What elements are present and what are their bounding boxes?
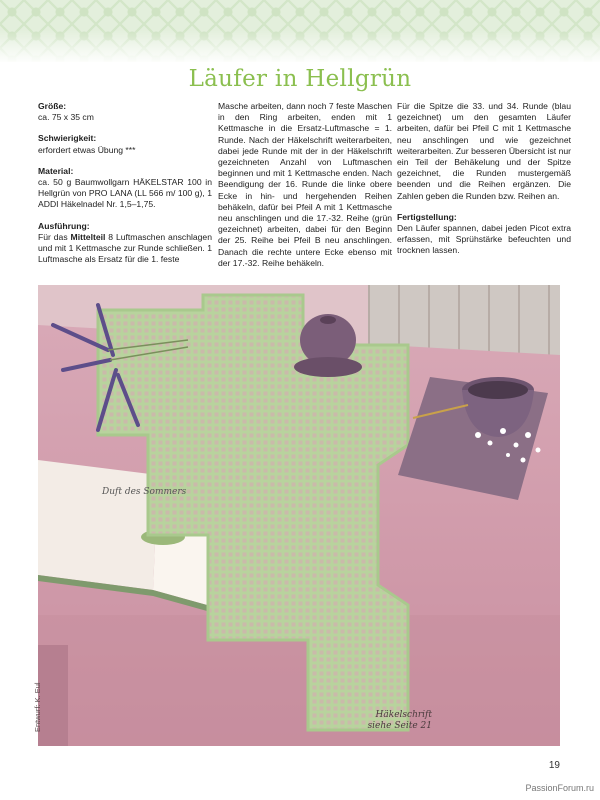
header-fade — [0, 30, 600, 64]
photo-caption — [368, 710, 432, 732]
column-1 — [38, 101, 212, 265]
caption-line-2: siehe Seite 21 — [367, 721, 432, 731]
design-credit: Entwurf: K. Eul — [33, 682, 42, 732]
execution-bold: Mittelteil — [70, 231, 106, 242]
material-value: ca. 50 g Baumwollgarn HÄKELSTAR 100 in Hellgrün von PRO LANA (LL 566 m/ 100 g), 1 ADDI Häkelnadel Nr. 1,5–1,75. — [38, 177, 212, 210]
edging-text: Für die Spitze die 33. und 34. Runde (blau gezeichnet) um den gesamten Läufer arbeiten, dafür bei Pfeil C mit 1 Kettmasche neu anschlingen und wie gezeichnet weiterarbeiten. Zur besseren Übersicht ist nur ein Teil der Behäkelung und der Spitze gezeichnet, die Runden mustergemäß beenden und die Reihen ergänzen. Die Zahlen geben die Runden bzw. Reihen an. — [397, 101, 571, 201]
table-leg — [38, 645, 68, 746]
book-title-svg — [100, 480, 187, 500]
execution-text — [38, 232, 212, 266]
caption-line-1: Häkelschrift — [375, 710, 432, 720]
product-photo — [33, 285, 560, 746]
difficulty-value: erfordert etwas Übung *** — [38, 144, 136, 155]
execution-label: Ausführung: — [38, 220, 90, 231]
size-value: ca. 75 x 35 cm — [38, 112, 94, 123]
vase-base — [294, 357, 362, 377]
finishing-value: Den Läufer spannen, dabei jeden Picot extra erfassen, mit Sprühstärke befeuchten und trocknen lassen. — [397, 223, 571, 256]
watermark: PassionForum.ru — [525, 783, 594, 793]
finishing-label: Fertigstellung: — [397, 211, 457, 222]
page-title: Läufer in Hellgrün — [188, 66, 412, 92]
execution-post: 8 Luftmaschen anschlagen und mit 1 Kettmasche zur Runde schließen. 1 Luftmasche als Ersatz für die 1. feste — [38, 231, 212, 265]
column-2 — [218, 101, 392, 269]
size-label: Größe: — [38, 101, 67, 111]
book-title: Duft des Sommers — [102, 487, 187, 497]
difficulty-label: Schwierigkeit: — [38, 133, 97, 144]
page-number: 19 — [548, 760, 560, 771]
instructions-text: Masche arbeiten, dann noch 7 feste Maschen in den Ring arbeiten, enden mit 1 Kettmasche in die Ersatz-Luftmasche = 1. Runde. Nach der Häkelschrift weiterarbeiten, dabei jede Runde mit der in der Häkelschrift gezeichneten Anzahl von Luftmaschen beginnen und mit 1 Kettmasche enden. Nach Beendigung der 16. Runde die linke obere Ecke in hin- und hergehenden Reihen behäkeln, dafür bei Pfeil A mit 1 Kettmasche neu anschlingen und die 17.-32. Reihe (grün gezeichnet) arbeiten, dabei für den Beginn der 25. Reihe bei Pfeil B neu anschlingen. Danach die rechte untere Ecke ebenso mit der 17.-32. Reihe behäkeln. — [218, 101, 392, 268]
execution-pre: Für das — [38, 231, 71, 242]
material-label: Material: — [38, 165, 74, 176]
column-3 — [397, 101, 571, 257]
photo-illustration — [38, 285, 560, 746]
